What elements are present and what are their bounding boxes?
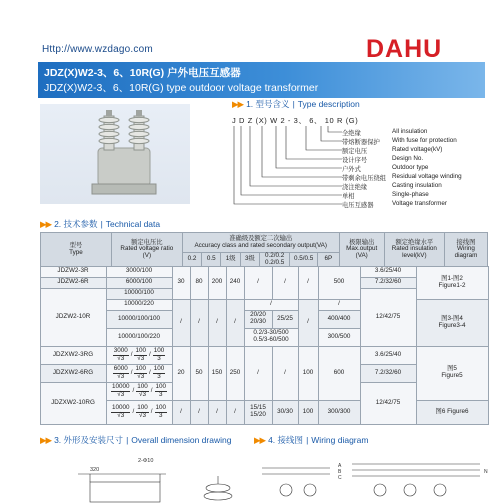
table-body [40,266,488,424]
wiring-label: B [338,469,342,475]
table-cell: / [172,400,191,425]
section-technical-data: ▶▶ 2. 技术参数 | Technical data [40,219,161,229]
title-band [38,62,485,98]
table-cell: 3.6/25/40 [360,266,417,278]
table-cell: 20/20 20/30 [244,310,273,329]
header-insulation: 额定绝缘水平 Rated insulation level(kV) [384,233,444,268]
fraction: $\frac{100}{3}$ [155,403,167,419]
svg-text:DAHU: DAHU [366,35,443,59]
table-cell: 30/30 [272,400,299,425]
table-cell: / [318,299,361,311]
table-cell: 10000/220 [106,299,173,311]
table-cell: 10000/100 [106,288,173,300]
table-cell: 3.6/25/40 [360,346,417,365]
fraction: $\frac{10000}{√3}$ [111,403,130,419]
table-cell: 300/500 [318,328,361,347]
product-photo [40,104,190,204]
table-cell: 100 [298,346,319,401]
table-cell: 500 [318,266,361,300]
website-url[interactable]: Http://www.wzdago.com [42,44,153,55]
table-cell: / [272,346,299,401]
header-ratio: 额定电压比 Rated voltage ratio (V) [111,233,182,268]
ratio-fraction-cell: $\frac{6000}{√3}$ / $\frac{100}{√3}$ / $\frac{100}{3}$ [106,364,173,383]
technical-data-table [40,232,488,268]
section-wiring-diagram: ▶▶ 4. 接线图 | Wiring diagram [254,435,369,445]
table-cell: / [298,266,319,300]
table-cell: 6000/100 [106,277,173,289]
fraction: $\frac{100}{3}$ [155,382,167,398]
table-cell: 50 [190,346,209,401]
table-cell: / [208,400,227,425]
table-cell: 12/42/75 [360,288,417,347]
dim-label-hole: 2-Φ10 [138,458,154,464]
table-cell: / [190,299,209,347]
fraction: $\frac{10000}{√3}$ [111,382,130,398]
fraction: $\frac{3000}{√3}$ [113,346,128,362]
fraction: $\frac{6000}{√3}$ [113,364,128,380]
table-cell: 图3-图4 Figure3-4 [416,299,489,347]
table-cell: 150 [208,346,227,401]
wiring-label: N [484,469,488,475]
title-zh: JDZ(X)W2-3、6、10R(G) 户外电压互感器 [44,67,241,79]
section-dimension-drawing: ▶▶ 3. 外形及安装尺寸 | Overall dimension drawing [40,435,232,445]
header-wiring: 接线图 Wiring diagram [444,233,487,268]
title-en: JDZ(X)W2-3、6、10R(G) type outdoor voltage transformer [44,82,319,94]
table-cell: 10000/100/220 [106,328,173,347]
fraction: $\frac{100}{3}$ [153,364,165,380]
header-col: 0.5 [202,253,221,268]
fraction: $\frac{100}{√3}$ [135,364,146,380]
table-cell: JDZXW2-3RG [40,346,107,365]
header-col: 0.2/0.2 0.2/0.5 [260,253,290,268]
ratio-fraction-cell: $\frac{3000}{√3}$ / $\frac{100}{√3}$ / $\frac{100}{3}$ [106,346,173,365]
table-cell: 250 [226,346,245,401]
table-cell: / [298,299,319,347]
table-cell: / [226,400,245,425]
table-cell: 12/42/75 [360,382,417,425]
arrow-icon: ▶▶ [254,435,266,445]
fraction: $\frac{100}{√3}$ [137,382,148,398]
table-cell: / [190,400,209,425]
table-cell: / [226,299,245,347]
table-cell: 30 [172,266,191,300]
table-cell: 80 [190,266,209,300]
table-cell: JDZW2-3R [40,266,107,278]
table-cell: 15/15 15/20 [244,400,273,425]
table-cell: 3000/100 [106,266,173,278]
table-cell: 100 [298,400,319,425]
table-cell: 图1-图2 Figure1-2 [416,266,489,300]
fraction: $\frac{100}{√3}$ [137,403,148,419]
header-col: 0.2 [182,253,201,268]
table-cell: 200 [208,266,227,300]
model-code: J D Z (X) W 2 - 3、 6、 10 R (G) [232,116,359,125]
header-col: 6P [318,253,339,268]
arrow-icon: ▶▶ [40,219,52,229]
arrow-icon: ▶▶ [40,435,52,445]
table-cell: 240 [226,266,245,300]
table-cell: / [244,266,273,300]
header-col: 3级 [240,253,259,268]
table-cell: 图6 Figure6 [416,400,489,425]
header-max-output: 极限输出 Max.output (VA) [339,233,384,268]
ratio-fraction-cell: $\frac{10000}{√3}$ / $\frac{100}{√3}$ / $\frac{100}{3}$ [106,382,173,401]
wiring-drawing [262,464,480,496]
table-cell: / [244,346,273,401]
wiring-label: C [338,475,342,481]
transformer-illustration [40,104,190,204]
dimension-drawing [78,474,232,502]
table-cell: / [172,299,191,347]
header-col: 1级 [221,253,240,268]
table-cell: 25/25 [272,310,299,329]
table-cell: JDZW2-6R [40,277,107,289]
fraction: $\frac{100}{3}$ [153,346,165,362]
header-accuracy: 准确级及额定二次输出 Accuracy class and rated secondary output(VA) [182,233,339,253]
table-cell: JDZXW2-10RG [40,382,107,425]
table-cell: / [272,266,299,300]
top-margin [0,0,497,10]
model-code-connector-lines [232,126,344,216]
table-cell: JDZXW2-6RG [40,364,107,383]
table-cell: 0.2/3-30/500 0.5/3-60/500 [244,328,299,347]
wiring-label: A [338,463,342,469]
dahu-logo [366,35,462,59]
header-col: 0.5/0.5 [290,253,318,268]
header-type: 型号 Type [41,233,112,268]
table-cell: 7.2/32/60 [360,364,417,383]
arrow-icon: ▶▶ [232,99,244,109]
dimension-and-wiring-drawings [40,446,488,504]
table-cell: / [208,299,227,347]
fraction: $\frac{100}{√3}$ [135,346,146,362]
ratio-fraction-cell: $\frac{10000}{√3}$ / $\frac{100}{√3}$ / $\frac{100}{3}$ [106,400,173,425]
table-cell: 7.2/32/60 [360,277,417,289]
table-cell: 图5 Figure5 [416,346,489,401]
table-cell: 10000/100/100 [106,310,173,329]
section-type-description: ▶▶ 1. 型号含义 | Type description [232,99,360,109]
table-cell: 20 [172,346,191,401]
table-cell: 600 [318,346,361,401]
table-cell: 400/400 [318,310,361,329]
dim-label-320: 320 [90,467,100,473]
table-cell: / [244,299,299,311]
table-cell: 300/300 [318,400,361,425]
table-cell: JDZW2-10R [40,288,107,347]
